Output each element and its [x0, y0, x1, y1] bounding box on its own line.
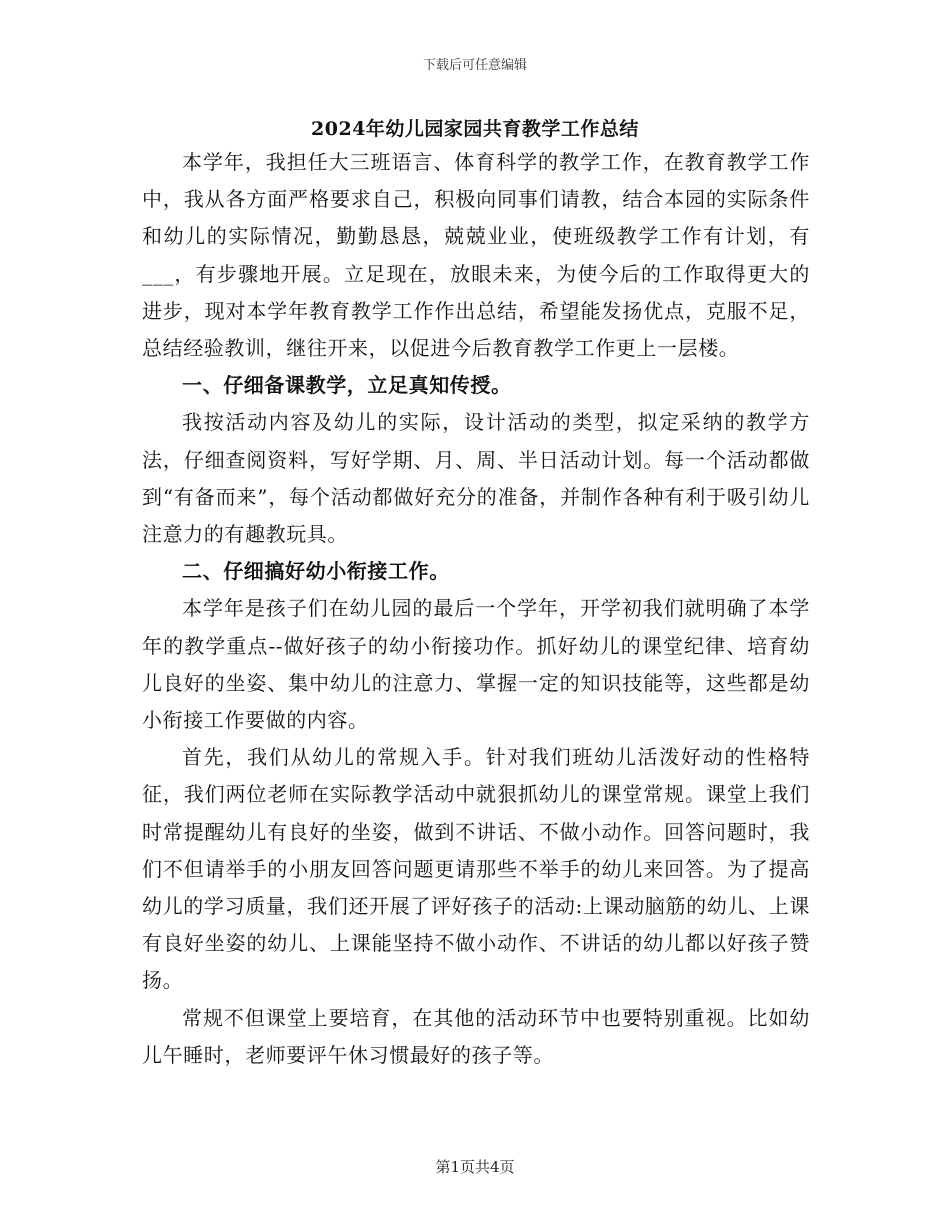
page-indicator: 第1页共4页: [435, 1158, 515, 1176]
paragraph-other-activities: 常规不但课堂上要培育，在其他的活动环节中也要特别重视。比如幼儿午睡时，老师要评午休习惯最好的孩子等。: [142, 1005, 810, 1067]
section-heading-2: 二、仔细搞好幼小衔接工作。: [182, 559, 450, 584]
document-body: [142, 144, 810, 1074]
paragraph-lesson-prep: 我按活动内容及幼儿的实际，设计活动的类型，拟定采纳的教学方法，仔细查阅资料，写好学期、月、周、半日活动计划。每一个活动都做到“有备而来”，每个活动都做好充分的准备，并制作各种有利于吸引幼儿注意力的有趣教玩具。: [142, 410, 810, 547]
section-heading-1: 一、仔细备课教学，立足真知传授。: [182, 373, 512, 398]
document-title: 2024年幼儿园家园共育教学工作总结: [311, 118, 639, 140]
paragraph-routine: 首先，我们从幼儿的常规入手。针对我们班幼儿活泼好动的性格特征，我们两位老师在实际教学活动中就狠抓幼儿的课堂常规。课堂上我们时常提醒幼儿有良好的坐姿，做到不讲话、不做小动作。回答问题时，我们不但请举手的小朋友回答问题更请那些不举手的幼儿来回答。为了提高幼儿的学习质量，我们还开展了评好孩子的活动:上课动脑筋的幼儿、上课有良好坐姿的幼儿、上课能坚持不做小动作、不讲话的幼儿都以好孩子赞扬。: [142, 745, 810, 993]
paragraph-intro: 本学年，我担任大三班语言、体育科学的教学工作，在教育教学工作中，我从各方面严格要求自己，积极向同事们请教，结合本园的实际条件和幼儿的实际情况，勤勤恳恳，兢兢业业，使班级教学工作有计划，有___，有步骤地开展。立足现在，放眼未来，为使今后的工作取得更大的进步，现对本学年教育教学工作作出总结，希望能发扬优点，克服不足，总结经验教训，继往开来，以促进今后教育教学工作更上一层楼。: [142, 150, 810, 361]
paragraph-transition: 本学年是孩子们在幼儿园的最后一个学年，开学初我们就明确了本学年的教学重点--做好孩子的幼小衔接功作。抓好幼儿的课堂纪律、培育幼儿良好的坐姿、集中幼儿的注意力、掌握一定的知识技能等，这些都是幼小衔接工作要做的内容。: [142, 596, 810, 733]
header-note: 下载后可任意编辑: [422, 58, 527, 73]
